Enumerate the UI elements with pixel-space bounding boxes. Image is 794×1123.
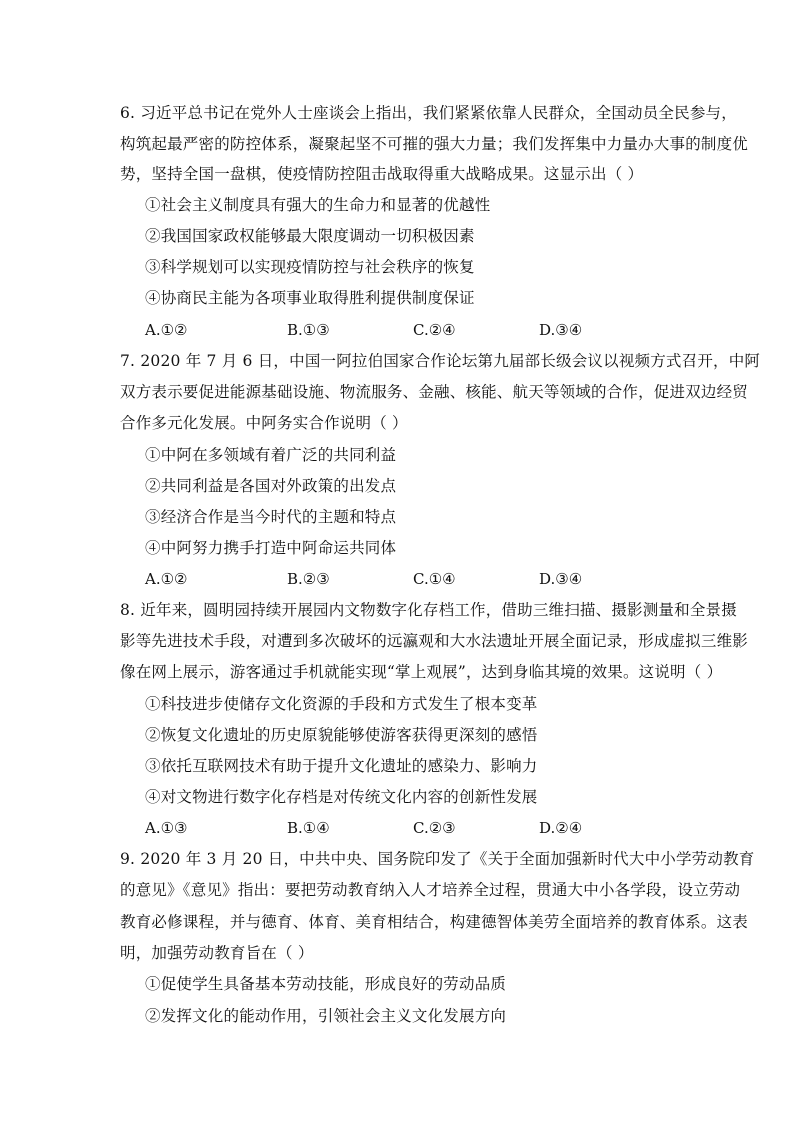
q6-option-1: ①社会主义制度具有强大的生命力和显著的优越性 xyxy=(145,196,491,214)
q6-option-4: ④协商民主能为各项事业取得胜利提供制度保证 xyxy=(145,289,475,307)
q6-choice-d: D.③④ xyxy=(539,321,583,339)
q9-stem-line-4: 明，加强劳动教育旨在（ ） xyxy=(120,944,314,962)
q7-option-2: ②共同利益是各国对外政策的出发点 xyxy=(145,477,397,495)
q9-option-1: ①促使学生具备基本劳动技能，形成良好的劳动品质 xyxy=(145,975,507,993)
q7-stem-line-3: 合作多元化发展。中阿务实合作说明（ ） xyxy=(120,414,408,432)
q8-choice-b: B.①④ xyxy=(287,819,330,837)
q7-stem-line-1: 7. 2020 年 7 月 6 日，中国一阿拉伯国家合作论坛第九届部长级会议以视频方式召开，中阿 xyxy=(120,352,761,370)
q8-stem-line-2: 影等先进技术手段，对遭到多次破坏的远瀛观和大水法遗址开展全面记录，形成虚拟三维影 xyxy=(120,632,749,650)
q8-choice-c: C.②③ xyxy=(413,819,456,837)
q7-choice-a: A.①② xyxy=(145,570,188,588)
q8-option-2: ②恢复文化遗址的历史原貌能够使游客获得更深刻的感悟 xyxy=(145,726,538,744)
q8-option-4: ④对文物进行数字化存档是对传统文化内容的创新性发展 xyxy=(145,788,538,806)
q6-option-2: ②我国国家政权能够最大限度调动一切积极因素 xyxy=(145,227,475,245)
q9-stem-line-3: 教育必修课程，并与德育、体育、美育相结合，构建德智体美劳全面培养的教育体系。这表 xyxy=(120,913,749,931)
q6-stem-line-2: 构筑起最严密的防控体系，凝聚起坚不可摧的强大力量；我们发挥集中力量办大事的制度优 xyxy=(120,135,749,153)
q8-option-3: ③依托互联网技术有助于提升文化遗址的感染力、影响力 xyxy=(145,757,538,775)
q7-choice-d: D.③④ xyxy=(539,570,583,588)
q8-choice-a: A.①③ xyxy=(145,819,188,837)
q6-option-3: ③科学规划可以实现疫情防控与社会秩序的恢复 xyxy=(145,258,475,276)
q9-stem-line-2: 的意见》《意见》指出：要把劳动教育纳入人才培养全过程，贯通大中小各学段，设立劳动 xyxy=(120,881,741,899)
q7-choice-b: B.②③ xyxy=(287,570,330,588)
q7-choice-c: C.①④ xyxy=(413,570,456,588)
q7-option-1: ①中阿在多领域有着广泛的共同利益 xyxy=(145,446,397,464)
q7-stem-line-2: 双方表示要促进能源基础设施、物流服务、金融、核能、航天等领域的合作，促进双边经贸 xyxy=(120,383,749,401)
q8-choice-d: D.②④ xyxy=(539,819,583,837)
q7-option-4: ④中阿努力携手打造中阿命运共同体 xyxy=(145,539,397,557)
q6-choice-b: B.①③ xyxy=(287,321,330,339)
q8-stem-line-3: 像在网上展示，游客通过手机就能实现“掌上观展”，达到身临其境的效果。这说明（ ） xyxy=(120,663,723,681)
q9-option-2: ②发挥文化的能动作用，引领社会主义文化发展方向 xyxy=(145,1007,507,1025)
q6-stem-line-1: 6. 习近平总书记在党外人士座谈会上指出，我们紧紧依靠人民群众，全国动员全民参与， xyxy=(120,104,737,122)
q7-option-3: ③经济合作是当今时代的主题和特点 xyxy=(145,508,397,526)
q6-choice-c: C.②④ xyxy=(413,321,456,339)
q8-stem-line-1: 8. 近年来，圆明园持续开展园内文物数字化存档工作，借助三维扫描、摄影测量和全景摄 xyxy=(120,601,737,619)
q6-stem-line-3: 势，坚持全国一盘棋，使疫情防控阻击战取得重大战略成果。这显示出（ ） xyxy=(120,165,644,183)
q8-option-1: ①科技进步使储存文化资源的手段和方式发生了根本变革 xyxy=(145,695,538,713)
q9-stem-line-1: 9. 2020 年 3 月 20 日，中共中央、国务院印发了《关于全面加强新时代大中小学劳动教育 xyxy=(120,850,755,868)
q6-choice-a: A.①② xyxy=(145,321,188,339)
